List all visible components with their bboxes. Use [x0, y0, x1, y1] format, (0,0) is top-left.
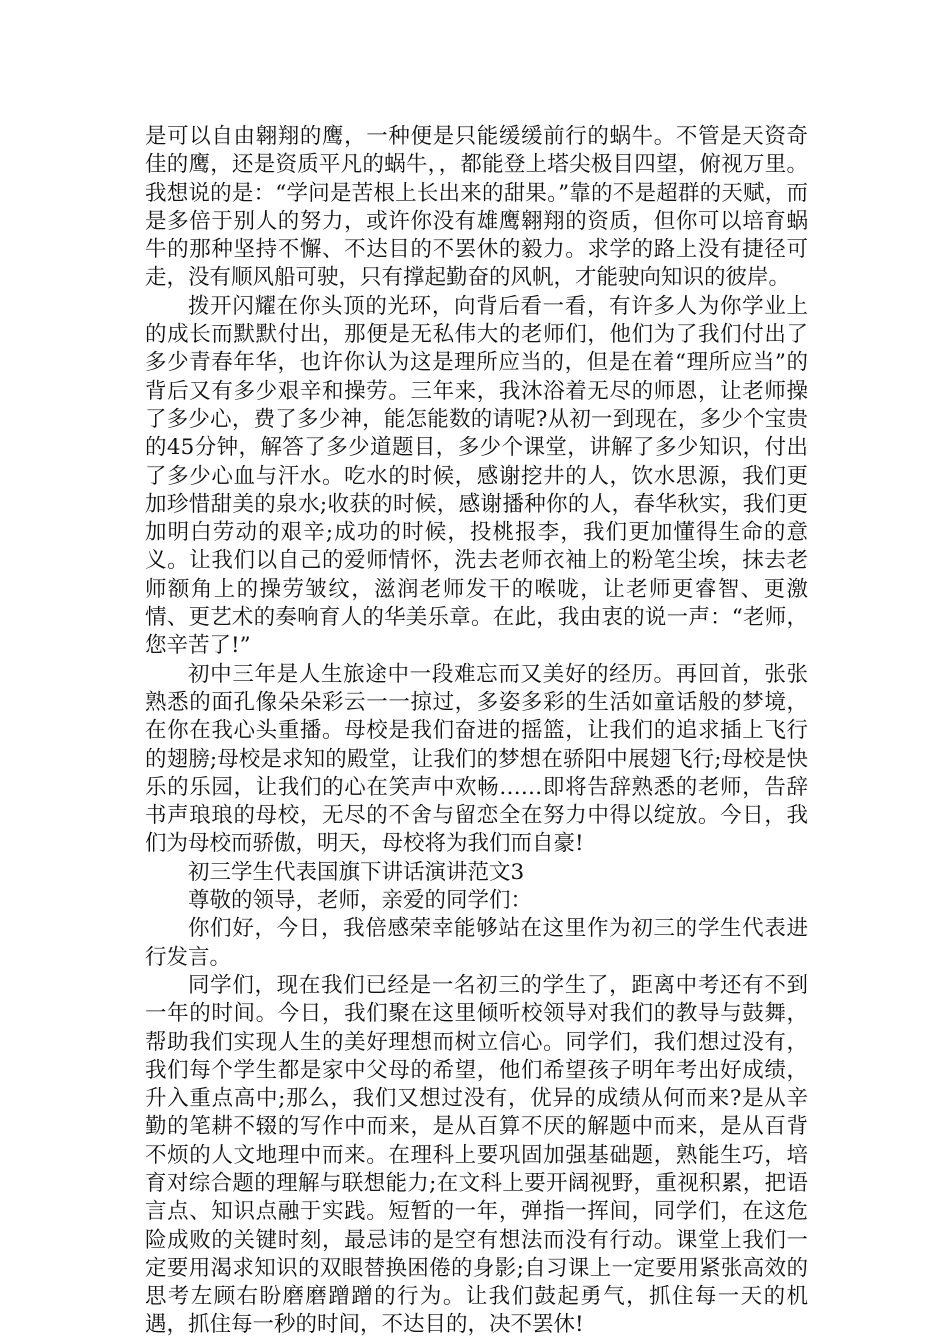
- document-body: [145, 123, 808, 1340]
- paragraph-teachers: 拨开闪耀在你头顶的光环，向背后看一看，有许多人为你学业上的成长而默默付出，那便是无私伟大的老师们，他们为了我们付出了多少青春年华，也许你认为这是理所应当的，但是在着“理所应当”的背后又有多少艰辛和操劳。三年来，我沐浴着无尽的师恩，让老师操了多少心，费了多少神，能怎能数的请呢?从初一到现在，多少个宝贵的45分钟，解答了多少道题目，多少个课堂，讲解了多少知识，付出了多少心血与汗水。吃水的时候，感谢挖井的人，饮水思源，我们更加珍惜甜美的泉水;收获的时候，感谢播种你的人，春华秋实，我们更加明白劳动的艰辛;成功的时候，投桃报李，我们更加懂得生命的意义。让我们以自己的爱师情怀，洗去老师衣袖上的粉笔尘埃，抹去老师额角上的操劳皱纹，滋润老师发干的喉咙，让老师更睿智、更激情、更艺术的奏响育人的华美乐章。在此，我由衷的说一声：“老师，您辛苦了!”: [145, 293, 808, 659]
- paragraph-continuation: 是可以自由翱翔的鹰，一种便是只能缓缓前行的蜗牛。不管是天资奇佳的鹰，还是资质平凡的蜗牛，，都能登上塔尖极目四望，俯视万里。我想说的是：“学问是苦根上长出来的甜果。”靠的不是超群的天赋，而是多倍于别人的努力，或许你没有雄鹰翱翔的资质，但你可以培育蜗牛的那种坚持不懈、不达目的不罢休的毅力。求学的路上没有捷径可走，没有顺风船可驶，只有撑起勤奋的风帆，才能驶向知识的彼岸。: [145, 124, 808, 291]
- paragraph-school-memories: 初中三年是人生旅途中一段难忘而又美好的经历。再回首，张张熟悉的面孔像朵朵彩云一一掠过，多姿多彩的生活如童话般的梦境，在你在我心头重播。母校是我们奋进的摇篮，让我们的追求插上飞行的翅膀;母校是求知的殿堂，让我们的梦想在骄阳中展翅飞行;母校是快乐的乐园，让我们的心在笑声中欢畅……即将告辞熟悉的老师，告辞书声琅琅的母校，无尽的不舍与留恋全在努力中得以绽放。今日，我们为母校而骄傲，明天，母校将为我们而自豪!: [145, 661, 808, 857]
- paragraph-exam-year: 同学们，现在我们已经是一名初三的学生了，距离中考还有不到一年的时间。今日，我们聚在这里倾听校领导对我们的教导与鼓舞，帮助我们实现人生的美好理想而树立信心。同学们，我们想过没有，我们每个学生都是家中父母的希望，他们希望孩子明年考出好成绩，升入重点高中;那么，我们又想过没有，优异的成绩从何而来?是从辛勤的笔耕不辍的写作中而来，是从百算不厌的解题中而来，是从百背不烦的人文地理中而来。在理科上要巩固加强基础题，熟能生巧，培育对综合题的理解与联想能力;在文科上要开阔视野，重视积累，把语言点、知识点融于实践。短暂的一年，弹指一挥间，同学们，在这危险成败的关键时刻，最忌讳的是空有想法而没有行动。课堂上我们一定要用渴求知识的双眼替换困倦的身影;自习课上一定要用紧张高效的思考左顾右盼磨磨蹭蹭的行为。让我们鼓起勇气，抓住每一天的机遇，抓住每一秒的时间，不达目的，决不罢休!: [145, 972, 808, 1338]
- section-title: 初三学生代表国旗下讲话演讲范文3: [188, 859, 525, 885]
- salutation: 尊敬的领导，老师，亲爱的同学们：: [188, 888, 533, 914]
- paragraph-greeting: 你们好，今日，我倍感荣幸能够站在这里作为初三的学生代表进行发言。: [145, 916, 808, 970]
